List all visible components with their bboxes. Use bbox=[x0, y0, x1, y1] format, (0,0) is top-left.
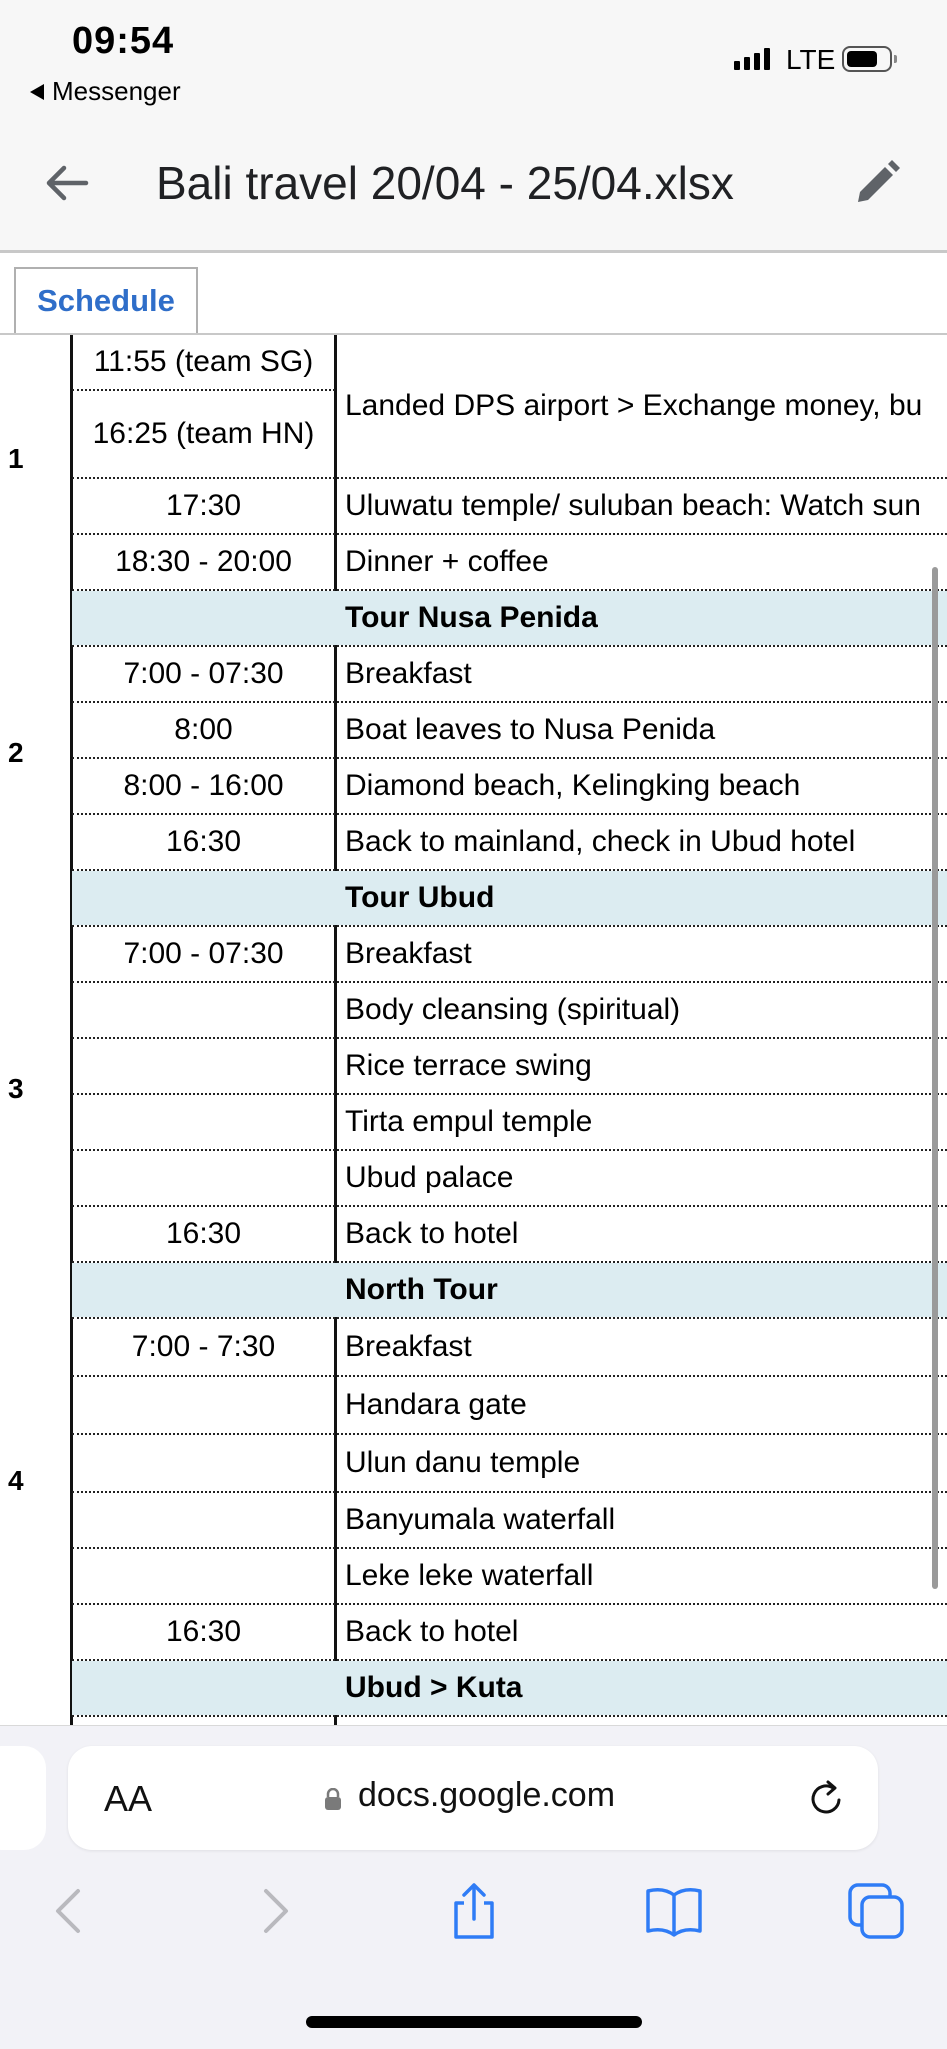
home-indicator[interactable] bbox=[306, 2016, 642, 2028]
activity-cell: Breakfast bbox=[345, 1330, 472, 1363]
text-size-label: AA bbox=[104, 1778, 153, 1819]
sheet-tab-bar bbox=[0, 253, 947, 335]
activity-cell: Boat leaves to Nusa Penida bbox=[345, 713, 716, 746]
back-to-messenger[interactable] bbox=[30, 76, 181, 107]
day-number: 1 bbox=[8, 443, 24, 474]
table-row[interactable] bbox=[72, 983, 947, 1037]
day-number: 2 bbox=[8, 737, 24, 768]
time-cell bbox=[72, 1039, 335, 1093]
browser-forward-icon[interactable] bbox=[244, 1881, 304, 1941]
table-row-header[interactable] bbox=[72, 1263, 947, 1317]
activity-cell: Leke leke waterfall bbox=[345, 1559, 594, 1592]
table-row[interactable] bbox=[72, 479, 947, 533]
activity-cell: Tirta empul temple bbox=[345, 1105, 593, 1138]
browser-back-icon[interactable] bbox=[40, 1881, 100, 1941]
spreadsheet-grid[interactable] bbox=[0, 335, 947, 1725]
lock-icon bbox=[323, 1788, 343, 1810]
table-row-merged[interactable] bbox=[72, 335, 947, 477]
url-text: docs.google.com bbox=[358, 1776, 616, 1814]
table-row[interactable] bbox=[72, 1549, 947, 1603]
section-header: North Tour bbox=[345, 1273, 498, 1306]
browser-nav-icons bbox=[0, 1881, 947, 1951]
status-time: 09:54 bbox=[72, 20, 175, 62]
network-label: LTE bbox=[786, 44, 836, 75]
time-cell bbox=[72, 983, 335, 1037]
table-row[interactable] bbox=[72, 703, 947, 757]
back-triangle-icon bbox=[30, 84, 44, 100]
time-cell: 16:30 bbox=[165, 1615, 242, 1648]
activity-cell: Back to hotel bbox=[345, 1615, 519, 1648]
table-row[interactable] bbox=[72, 1435, 947, 1491]
activity-cell: Rice terrace swing bbox=[345, 1049, 592, 1082]
activity-cell: Diamond beach, Kelingking beach bbox=[345, 769, 801, 802]
tabs-icon[interactable] bbox=[846, 1881, 906, 1941]
activity-cell: Banyumala waterfall bbox=[345, 1503, 616, 1536]
cellular-signal-icon bbox=[734, 48, 770, 70]
table-row[interactable] bbox=[72, 815, 947, 869]
table-row[interactable] bbox=[72, 1493, 947, 1547]
time-cell: 17:30 bbox=[165, 489, 242, 522]
status-bar bbox=[0, 0, 947, 120]
time-cell: 16:30 bbox=[165, 1217, 242, 1250]
time-cell: 8:00 bbox=[174, 713, 233, 746]
document-title: Bali travel 20/04 - 25/04.xlsx bbox=[156, 157, 734, 209]
table-row[interactable] bbox=[72, 759, 947, 813]
address-bar[interactable] bbox=[68, 1746, 878, 1850]
previous-tab-preview[interactable] bbox=[0, 1746, 46, 1850]
time-cell bbox=[72, 1435, 335, 1491]
time-cell bbox=[72, 1151, 335, 1205]
back-arrow-icon[interactable] bbox=[42, 158, 92, 208]
bookmarks-icon[interactable] bbox=[644, 1881, 704, 1941]
activity-cell: Landed DPS airport > Exchange money, bu bbox=[345, 389, 923, 422]
activity-cell: Body cleansing (spiritual) bbox=[345, 993, 681, 1026]
table-row-header[interactable] bbox=[72, 871, 947, 925]
vertical-scrollbar[interactable] bbox=[932, 567, 938, 1589]
activity-cell: Handara gate bbox=[345, 1388, 527, 1421]
time-cell: 7:00 - 7:30 bbox=[131, 1330, 276, 1363]
activity-cell: Breakfast bbox=[345, 657, 472, 690]
sheet-tab-schedule[interactable]: Schedule bbox=[14, 267, 198, 333]
day-number: 4 bbox=[8, 1465, 24, 1496]
activity-cell: Back to mainland, check in Ubud hotel bbox=[345, 825, 856, 858]
table-row[interactable] bbox=[72, 1605, 947, 1659]
back-app-label: Messenger bbox=[52, 76, 181, 106]
share-icon[interactable] bbox=[444, 1881, 504, 1941]
table-row[interactable] bbox=[72, 647, 947, 701]
time-cell: 16:30 bbox=[165, 825, 242, 858]
row-divider bbox=[72, 1715, 947, 1717]
time-cell bbox=[72, 1377, 335, 1433]
time-cell bbox=[72, 1493, 335, 1547]
activity-cell: Ubud palace bbox=[345, 1161, 514, 1194]
table-row[interactable] bbox=[72, 1207, 947, 1261]
table-row-header[interactable] bbox=[72, 591, 947, 645]
time-cell: 18:30 - 20:00 bbox=[115, 545, 292, 578]
time-cell: 16:25 (team HN) bbox=[92, 417, 315, 450]
text-size-button[interactable] bbox=[104, 1778, 152, 1820]
table-row-header[interactable] bbox=[72, 1661, 947, 1715]
reload-icon[interactable] bbox=[806, 1778, 846, 1818]
table-row[interactable] bbox=[72, 1151, 947, 1205]
time-cell bbox=[72, 1549, 335, 1603]
table-row[interactable] bbox=[72, 927, 947, 981]
section-header: Ubud > Kuta bbox=[345, 1671, 523, 1704]
activity-cell: Breakfast bbox=[345, 937, 472, 970]
time-cell: 7:00 - 07:30 bbox=[123, 937, 284, 970]
activity-cell: Back to hotel bbox=[345, 1217, 519, 1250]
activity-cell: Ulun danu temple bbox=[345, 1446, 581, 1479]
table-row[interactable] bbox=[72, 535, 947, 589]
section-header: Tour Nusa Penida bbox=[345, 601, 598, 634]
time-cell: 8:00 - 16:00 bbox=[123, 769, 284, 802]
edit-pencil-icon[interactable] bbox=[852, 158, 902, 208]
battery-icon bbox=[842, 46, 892, 72]
app-bar bbox=[0, 120, 947, 253]
time-cell: 7:00 - 07:30 bbox=[123, 657, 284, 690]
table-row[interactable] bbox=[72, 1095, 947, 1149]
activity-cell: Dinner + coffee bbox=[345, 545, 549, 578]
table-row[interactable] bbox=[72, 1377, 947, 1433]
time-cell: 11:55 (team SG) bbox=[93, 345, 314, 378]
table-row[interactable] bbox=[72, 1319, 947, 1375]
browser-toolbar bbox=[0, 1725, 947, 2049]
activity-cell: Uluwatu temple/ suluban beach: Watch sun bbox=[345, 489, 921, 522]
table-row[interactable] bbox=[72, 1039, 947, 1093]
section-header: Tour Ubud bbox=[345, 881, 495, 914]
day-number: 3 bbox=[8, 1073, 24, 1104]
time-cell bbox=[72, 1095, 335, 1149]
